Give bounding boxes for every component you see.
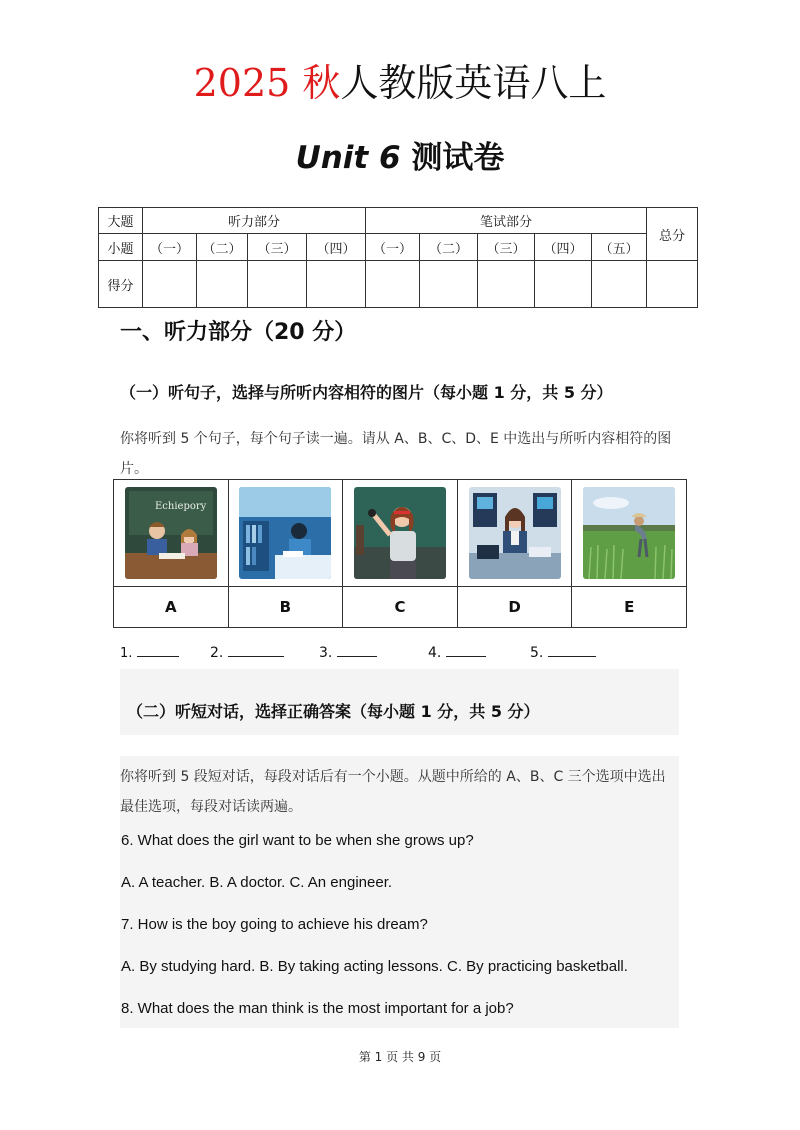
picture-label-e: E [572,587,687,628]
score-listening-header: 听力部分 [143,208,366,234]
picture-d-office-worker [469,487,561,579]
score-cell [420,261,478,308]
answer-blank-5[interactable] [548,642,596,657]
picture-options-table [113,479,687,628]
picture-label-c: C [343,587,458,628]
answer-number: 5. [530,645,544,661]
answer-item-2 [210,642,284,661]
picture-a-children-studying [125,487,217,579]
answer-item-3 [319,642,377,661]
score-writing-part: （五） [592,234,647,261]
picture-cell-b [228,480,343,587]
subtitle-unit: Unit 6 [295,140,401,176]
score-cell [592,261,647,308]
section-heading-listening: 一、听力部分（20 分） [120,320,357,345]
answer-item-4 [428,642,486,661]
document-subtitle [0,136,800,180]
answer-blank-4[interactable] [446,642,486,657]
answer-blank-3[interactable] [337,642,377,657]
question-6: 6. What does the girl want to be when she grows up? [121,832,474,849]
score-row-label-major: 大题 [99,208,143,234]
score-cell [366,261,420,308]
question-7: 7. How is the boy going to achieve his dream? [121,916,428,933]
score-cell [143,261,197,308]
answer-item-1 [120,642,179,661]
score-cell [197,261,248,308]
picture-c-girl-performing [354,487,446,579]
answer-blank-2[interactable] [228,642,284,657]
page-footer: 第 1 页 共 9 页 [358,1050,442,1064]
picture-label-b: B [228,587,343,628]
title-year: 2025 秋 [193,61,341,105]
score-listening-part: （四） [307,234,366,261]
score-writing-header: 笔试部分 [366,208,647,234]
answer-number: 4. [428,645,442,661]
answer-number: 3. [319,645,333,661]
score-cell [307,261,366,308]
picture-cell-c [343,480,458,587]
score-cell [248,261,307,308]
picture-cell-e [572,480,687,587]
score-writing-part: （一） [366,234,420,261]
score-writing-part: （四） [535,234,592,261]
answer-number: 2. [210,645,224,661]
score-row-label-score: 得分 [99,261,143,308]
picture-cell-a [114,480,229,587]
document-title [0,58,800,108]
question-6-options: A. A teacher. B. A doctor. C. An engineer. [121,874,393,891]
score-cell [478,261,535,308]
score-listening-part: （三） [248,234,307,261]
title-main: 人教版英语八上 [340,61,607,105]
question-7-options: A. By studying hard. B. By taking acting lessons. C. By practicing basketball. [121,958,628,975]
score-writing-part: （三） [478,234,535,261]
answer-blank-1[interactable] [137,642,179,657]
part2-instruction: 你将听到 5 段短对话，每段对话后有一个小题。从题中所给的 A、B、C 三个选项中选出最佳选项，每段对话读两遍。 [120,769,666,815]
picture-b-student-at-desk [239,487,331,579]
picture-label-a: A [114,587,229,628]
picture-a-board-text: Echiepory [154,501,207,512]
answer-number: 1. [120,646,133,661]
picture-e-farmer-in-field [583,487,675,579]
score-listening-part: （一） [143,234,197,261]
part2-heading: （二）听短对话，选择正确答案（每小题 1 分，共 5 分） [127,702,540,721]
score-listening-part: （二） [197,234,248,261]
score-row-label-minor: 小题 [99,234,143,261]
subtitle-text: 测试卷 [411,140,505,176]
picture-cell-d [457,480,572,587]
picture-label-d: D [457,587,572,628]
score-total-header: 总分 [647,208,698,261]
part1-instruction: 你将听到 5 个句子，每个句子读一遍。请从 A、B、C、D、E 中选出与所听内容相符的图片。 [120,431,672,477]
part1-heading: （一）听句子，选择与所听内容相符的图片（每小题 1 分，共 5 分） [120,383,613,402]
answer-item-5 [530,642,596,661]
question-8: 8. What does the man think is the most important for a job? [121,1000,514,1017]
score-writing-part: （二） [420,234,478,261]
score-cell [647,261,698,308]
score-table [98,207,698,308]
score-cell [535,261,592,308]
